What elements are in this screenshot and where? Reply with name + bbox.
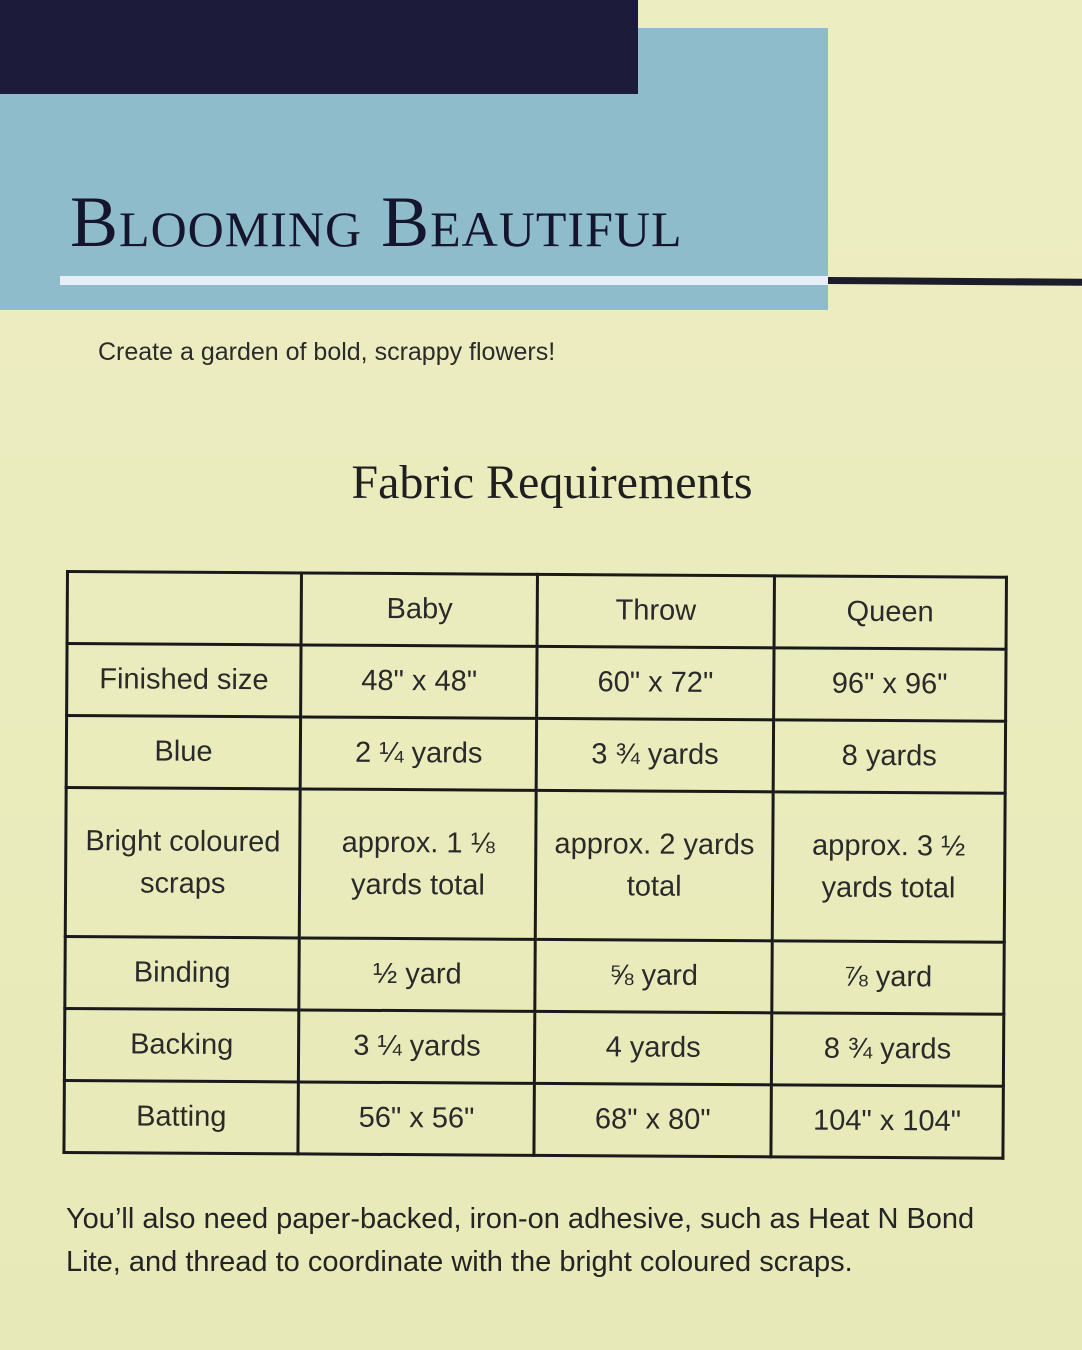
fabric-requirements-heading: Fabric Requirements xyxy=(351,456,753,509)
table-row-blue xyxy=(66,716,1005,794)
table-cell: ½ yard xyxy=(299,938,536,1011)
column-header-queen: Queen xyxy=(774,576,1007,649)
supplies-note: You’ll also need paper-backed, iron-on adhesive, such as Heat N Bond Lite, and thread to coordinate with the bright coloured scraps. xyxy=(66,1203,975,1278)
table-cell: 3 ¼ yards xyxy=(299,1010,536,1083)
row-label: Backing xyxy=(64,1009,299,1082)
row-label: Finished size xyxy=(67,644,302,717)
table-row-bright-scraps xyxy=(65,788,1005,943)
table-cell: 4 yards xyxy=(535,1011,772,1084)
page-title: Blooming Beautiful xyxy=(70,182,683,262)
table-cell: 60" x 72" xyxy=(537,646,774,719)
header-rule xyxy=(828,277,1082,286)
table-cell: ⅝ yard xyxy=(535,939,772,1012)
row-label: Bright coloured scraps xyxy=(65,788,300,938)
table-cell: ⅞ yard xyxy=(772,941,1005,1014)
table-row-backing xyxy=(64,1009,1003,1087)
table-cell: approx. 1 ⅛ yards total xyxy=(299,789,536,939)
table-cell: 2 ¼ yards xyxy=(300,717,537,790)
row-label: Blue xyxy=(66,716,301,789)
table-cell: 8 ¾ yards xyxy=(771,1013,1004,1086)
table-cell: approx. 2 yards total xyxy=(536,790,773,940)
table-cell: 3 ¾ yards xyxy=(537,718,774,791)
fabric-requirements-table xyxy=(62,570,1008,1160)
table-cell: approx. 3 ½ yards total xyxy=(772,792,1005,942)
table-row-batting xyxy=(64,1080,1003,1158)
title-underline xyxy=(60,276,828,285)
table-cell: 96" x 96" xyxy=(773,648,1006,721)
tagline: Create a garden of bold, scrappy flowers! xyxy=(98,338,556,366)
table-row-binding xyxy=(65,937,1004,1015)
row-label: Batting xyxy=(64,1080,299,1153)
table-cell: 68" x 80" xyxy=(534,1083,771,1156)
column-header-throw: Throw xyxy=(538,574,775,647)
table-cell: 8 yards xyxy=(773,720,1006,793)
table-cell: 48" x 48" xyxy=(301,645,538,718)
table-row-finished-size xyxy=(67,644,1006,722)
table-header-row xyxy=(67,572,1006,650)
table-cell: 104" x 104" xyxy=(771,1085,1004,1158)
table-corner-cell xyxy=(67,572,302,645)
table-cell: 56" x 56" xyxy=(298,1082,535,1155)
row-label: Binding xyxy=(65,937,300,1010)
column-header-baby: Baby xyxy=(301,573,538,646)
header-navy-bar xyxy=(0,0,638,94)
